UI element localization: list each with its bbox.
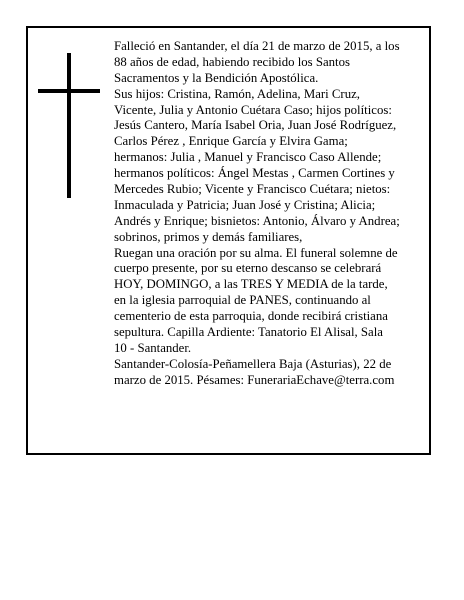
obituary-line: Sacramentos y la Bendición Apostólica. (114, 70, 319, 85)
obituary-text (114, 39, 426, 389)
obituary-line: HOY, DOMINGO, a las TRES Y MEDIA de la tarde, (114, 277, 388, 292)
obituary-line: Falleció en Santander, el día 21 de marzo de 2015, a los (114, 39, 400, 53)
obituary-line: Inmaculada y Patricia; Juan José y Cristina; Alicia; (114, 197, 376, 212)
obituary-line: cementerio de esta parroquia, donde recibirá cristiana (114, 309, 388, 324)
obituary-line: Mercedes Rubio; Vicente y Francisco Cuétara; nietos: (114, 182, 391, 197)
obituary-line: Sus hijos: Cristina, Ramón, Adelina, Mari Cruz, (114, 86, 360, 101)
obituary-line: Ruegan una oración por su alma. El funeral solemne de (114, 245, 398, 260)
obituary-line: cuerpo presente, por su eterno descanso se celebrará (114, 261, 382, 276)
cross-horizontal-bar (38, 89, 100, 93)
obituary-line: sobrinos, primos y demás familiares, (114, 229, 303, 244)
obituary-line: Carlos Pérez , Enrique García y Elvira Gama; (114, 134, 348, 149)
latin-cross-icon (38, 53, 98, 203)
obituary-line: Andrés y Enrique; bisnietos: Antonio, Álvaro y Andrea; (114, 213, 400, 228)
obituary-line: sepultura. Capilla Ardiente: Tanatorio El Alisal, Sala (114, 325, 383, 340)
cross-vertical-bar (67, 53, 71, 198)
obituary-line: Santander-Colosía-Peñamellera Baja (Asturias), 22 de (114, 356, 392, 371)
obituary-line: marzo de 2015. Pésames: FunerariaEchave@terra.com (114, 372, 395, 387)
obituary-line: Jesús Cantero, María Isabel Oria, Juan José Rodríguez, (114, 118, 397, 133)
obituary-line: 10 - Santander. (114, 340, 192, 355)
obituary-notice (26, 26, 431, 455)
obituary-line: en la iglesia parroquial de PANES, continuando al (114, 293, 371, 308)
obituary-line: hermanos: Julia , Manuel y Francisco Caso Allende; (114, 150, 382, 165)
obituary-line: Vicente, Julia y Antonio Cuétara Caso; hijos políticos: (114, 102, 392, 117)
obituary-line: hermanos políticos: Ángel Mestas , Carmen Cortines y (114, 166, 395, 181)
obituary-line: 88 años de edad, habiendo recibido los Santos (114, 54, 350, 69)
